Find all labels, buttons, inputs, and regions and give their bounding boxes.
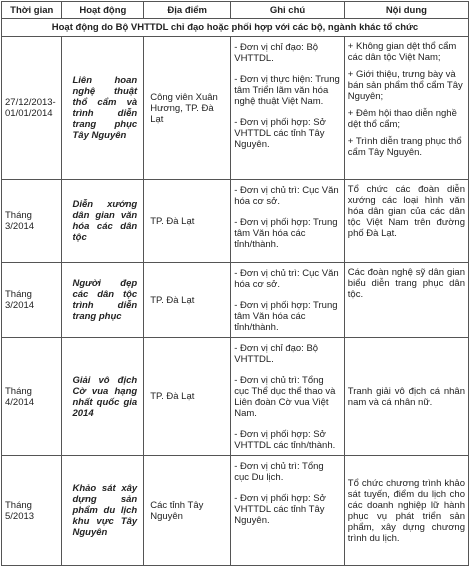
events-table [1, 1, 469, 566]
table-row [2, 456, 469, 566]
row-location: Công viên Xuân Hương, TP. Đà Lạt [144, 37, 231, 180]
content-line: + Trình diễn trang phục thổ cẩm Tây Nguyên. [347, 136, 462, 158]
note-line: - Đơn vị phối hợp: Sở VHTTDL các tỉnh Tây Nguyên. [234, 493, 326, 526]
header-content: Nội dung [344, 2, 468, 19]
row-activity: Người đẹp các dân tộc trình diễn trang phục [62, 263, 144, 338]
row-time: 27/12/2013- 01/01/2014 [2, 37, 62, 180]
table-row [2, 338, 469, 456]
row-time: Tháng 4/2014 [2, 338, 62, 456]
row-content [344, 338, 468, 456]
row-notes [231, 180, 345, 263]
content-line: + Giới thiệu, trưng bày và bán sản phẩm thổ cẩm Tây Nguyên; [347, 69, 463, 102]
row-content [344, 180, 468, 263]
row-location: TP. Đà Lạt [144, 180, 231, 263]
row-location: TP. Đà Lạt [144, 263, 231, 338]
content-line: + Đêm hội thao diễn nghề dệt thổ cẩm; [347, 108, 457, 130]
row-notes [231, 456, 345, 566]
table-row [2, 263, 469, 338]
content-line: Các đoàn nghệ sỹ dân gian biểu diễn trang phục dân tộc. [347, 267, 465, 300]
note-line: - Đơn vị phối hợp: Sở VHTTDL các tỉnh/thành. [234, 429, 336, 451]
header-note: Ghi chú [231, 2, 345, 19]
section-title: Hoạt động do Bộ VHTTDL chỉ đạo hoặc phối hợp với các bộ, ngành khác tổ chức [2, 19, 469, 37]
row-notes [231, 338, 345, 456]
row-notes [231, 263, 345, 338]
content-line: Tổ chức chương trình khảo sát tuyến, điểm du lịch cho các doanh nghiệp lữ hành phục vụ phát triển sản phẩm, xây dựng chương trình du lịch. [347, 478, 465, 544]
row-activity: Diễn xướng dân gian văn hóa các dân tộc [62, 180, 144, 263]
note-line: - Đơn vị chủ trì: Tổng cục Du lịch. [234, 461, 324, 483]
row-notes [231, 37, 345, 180]
row-activity: Khảo sát xây dựng sản phẩm du lịch khu vực Tây Nguyên [62, 456, 144, 566]
note-line: - Đơn vị thực hiện: Trung tâm Triển lãm văn hóa nghệ thuật Việt Nam. [234, 74, 340, 107]
note-line: - Đơn vị chủ trì: Cục Văn hóa cơ sở. [234, 268, 339, 290]
content-line: Tổ chức các đoàn diễn xướng các loại hình văn hóa dân gian của các dân tộc Việt Nam trên đường phố Đà Lạt. [347, 184, 465, 239]
content-line: Tranh giải vô địch cá nhân nam và cá nhân nữ. [347, 386, 465, 408]
row-activity: Liên hoan nghệ thuật thổ cẩm và trình diễn trang phục Tây Nguyên [62, 37, 144, 180]
table-row [2, 180, 469, 263]
row-location: TP. Đà Lạt [144, 338, 231, 456]
row-activity: Giải vô địch Cờ vua hạng nhất quốc gia 2014 [62, 338, 144, 456]
row-content [344, 37, 468, 180]
note-line: - Đơn vị phối hợp: Sở VHTTDL các tỉnh Tây Nguyên. [234, 117, 326, 150]
row-location: Các tỉnh Tây Nguyên [144, 456, 231, 566]
header-activity: Hoạt động [62, 2, 144, 19]
note-line: - Đơn vị phối hợp: Trung tâm Văn hóa các tỉnh/thành. [234, 300, 338, 333]
note-line: - Đơn vị chủ trì: Cục Văn hóa cơ sở. [234, 185, 339, 207]
note-line: - Đơn vị chỉ đạo: Bộ VHTTDL. [234, 343, 319, 365]
row-time: Tháng 3/2014 [2, 180, 62, 263]
header-location: Địa điểm [144, 2, 231, 19]
note-line: - Đơn vị phối hợp: Trung tâm Văn hóa các tỉnh/thành. [234, 217, 338, 250]
header-row [2, 2, 469, 19]
section-row [2, 19, 469, 37]
row-content [344, 456, 468, 566]
note-line: - Đơn vị chủ trì: Tổng cục Thể dục thể thao và Liên đoàn Cờ vua Việt Nam. [234, 375, 336, 419]
content-line: + Không gian dệt thổ cẩm các dân tộc Việt Nam; [347, 41, 457, 63]
row-content [344, 263, 468, 338]
row-time: Tháng 3/2014 [2, 263, 62, 338]
row-time: Tháng 5/2013 [2, 456, 62, 566]
table-row [2, 37, 469, 180]
header-time: Thời gian [2, 2, 62, 19]
note-line: - Đơn vị chỉ đạo: Bộ VHTTDL. [234, 42, 319, 64]
